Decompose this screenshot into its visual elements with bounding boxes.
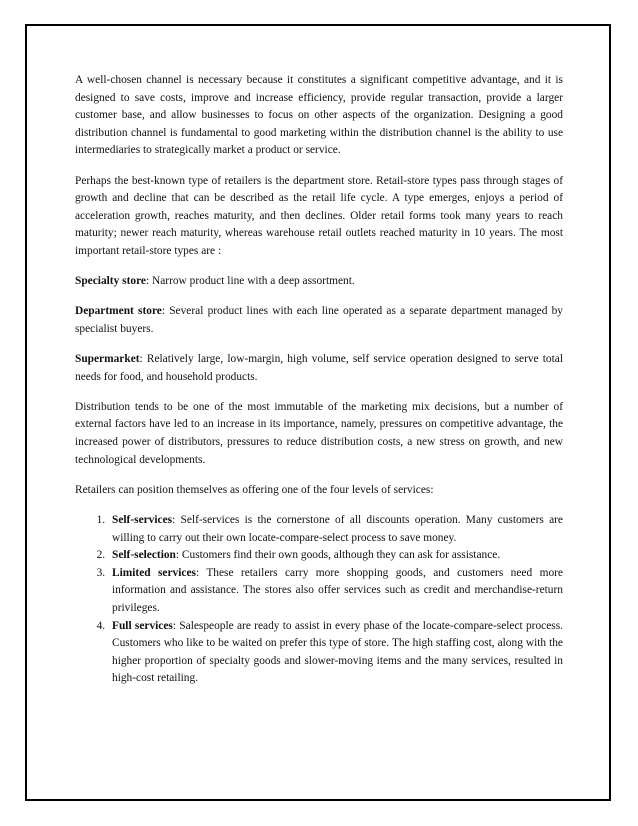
paragraph-distribution-channel: A well-chosen channel is necessary because it constitutes a significant competitive advantage, and it is designed to save costs, improve and increase efficiency, provide regular transaction, provide a larger customer base, and allow businesses to focus on other aspects of the organization. Designing a good distribution channel is fundamental to good marketing within the distribution channel is the ability to use intermediaries to strategically market a product or service. xyxy=(75,74,563,157)
paragraph-retail-life-cycle: Perhaps the best-known type of retailers is the department store. Retail-store types pass through stages of growth and decline that can be described as the retail life cycle. A type emerges, enjoys a period of acceleration growth, reaches maturity, and then declines. Older retail forms took many years to reach maturity; newer reach maturity, whereas warehouse retail outlets reached maturity in 10 years. The most important retail-store types are : xyxy=(75,174,563,257)
store-type-description: : Relatively large, low-margin, high volume, self service operation designed to serve total needs for food, and household products. xyxy=(75,353,563,383)
document-body xyxy=(75,72,563,688)
service-levels-list xyxy=(75,512,563,688)
store-type-term: Specialty store xyxy=(75,275,146,288)
service-level-description: : Self-services is the cornerstone of all discounts operation. Many customers are willing to carry out their own locate-compare-select process to save money. xyxy=(112,514,563,544)
service-level-description: : Salespeople are ready to assist in every phase of the locate-compare-select process. Customers who like to be waited on prefer this type of store. The high staffing cost, along with the higher proportion of specialty goods and slower-moving items and the many services, resulted in high-cost retailing. xyxy=(112,619,563,685)
store-type-description: : Several product lines with each line operated as a separate department managed by specialist buyers. xyxy=(75,305,563,335)
store-type-term: Supermarket xyxy=(75,353,140,366)
service-level-description: : Customers find their own goods, although they can ask for assistance. xyxy=(175,549,501,562)
store-type-term: Department store xyxy=(75,305,162,318)
paragraph-service-levels-intro: Retailers can position themselves as offering one of the four levels of services: xyxy=(75,483,434,496)
store-type-description: : Narrow product line with a deep assortment. xyxy=(145,275,355,288)
service-level-term: Full services xyxy=(112,619,173,632)
service-level-term: Self-services xyxy=(112,514,173,527)
store-type-department xyxy=(75,303,563,338)
service-level-limited-services xyxy=(108,565,563,618)
store-type-supermarket xyxy=(75,351,563,386)
store-type-specialty xyxy=(75,273,563,291)
paragraph-distribution-factors: Distribution tends to be one of the most immutable of the marketing mix decisions, but a number of external factors have led to an increase in its importance, namely, pressures on competitive advantage, the increased power of distributors, pressures to reduce distribution costs, a new stress on growth, and new technological developments. xyxy=(75,400,563,466)
service-level-term: Self-selection xyxy=(112,549,176,562)
service-level-self-services xyxy=(108,512,563,547)
service-level-self-selection xyxy=(108,547,563,565)
service-level-description: : These retailers carry more shopping goods, and customers need more information and assistance. The stores also offer services such as credit and merchandise-return privileges. xyxy=(112,566,563,614)
service-level-full-services xyxy=(108,618,563,688)
service-level-term: Limited services xyxy=(112,566,196,579)
